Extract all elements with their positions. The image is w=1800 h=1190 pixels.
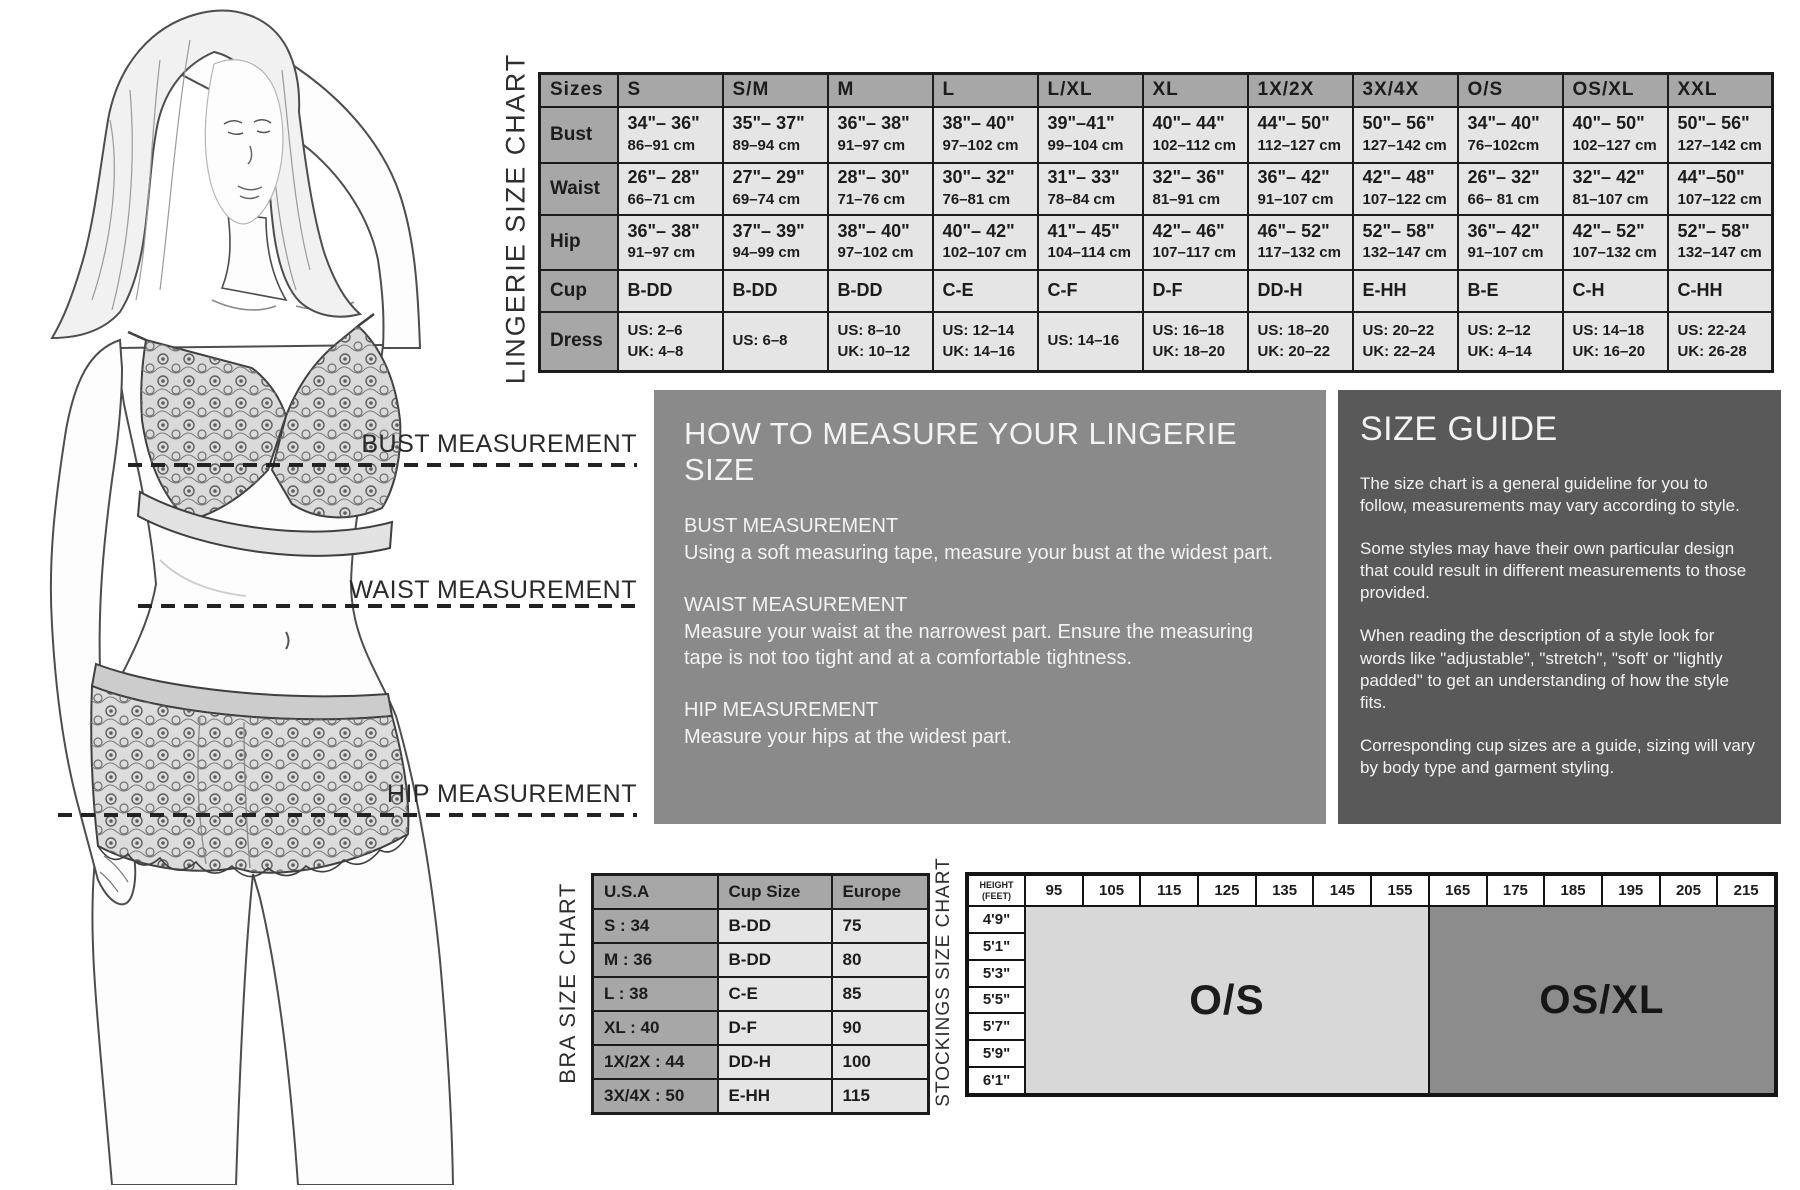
stockings-width-header: 145: [1313, 875, 1371, 906]
sizes-header-row: [540, 74, 1773, 107]
waist-section-heading: WAIST MEASUREMENT: [684, 593, 908, 616]
stockings-height-label: 4'9": [968, 906, 1025, 933]
dress-cell: US: 18–20 UK: 20–22: [1248, 312, 1353, 372]
waist-cell: 36"– 42" 91–107 cm: [1248, 163, 1353, 215]
size-column-header: L/XL: [1038, 74, 1143, 107]
bra-header-europe: Europe: [832, 875, 929, 910]
stockings-width-header: 95: [1025, 875, 1083, 906]
dress-row: [540, 312, 1773, 372]
cup-cell: B-DD: [618, 270, 723, 312]
stockings-os-region: O/S: [1025, 906, 1429, 1094]
hip-cell: 41"– 45" 104–114 cm: [1038, 215, 1143, 270]
bra-usa-cell: XL : 40: [593, 1011, 718, 1045]
dress-cell: US: 8–10 UK: 10–12: [828, 312, 933, 372]
bust-cell: 34"– 40" 76–102cm: [1458, 107, 1563, 163]
dress-cell: US: 6–8: [723, 312, 828, 372]
bra-cup-cell: DD-H: [718, 1045, 832, 1079]
lingerie-chart-title: LINGERIE SIZE CHART: [500, 52, 531, 385]
cup-cell: C-E: [933, 270, 1038, 312]
waist-section-body: Measure your waist at the narrowest part. Ensure the measuring tape is not too tight and at a comfortable tightness.: [684, 620, 1254, 670]
bra-row: [593, 1011, 929, 1045]
bra-cup-cell: B-DD: [718, 943, 832, 977]
stockings-height-label: 5'7": [968, 1013, 1025, 1040]
cup-cell: D-F: [1143, 270, 1248, 312]
waist-cell: 44"–50" 107–122 cm: [1668, 163, 1773, 215]
stockings-height-label: 5'5": [968, 987, 1025, 1014]
hip-cell: 36"– 38" 91–97 cm: [618, 215, 723, 270]
bra-row: [593, 1079, 929, 1114]
row-label-hip: Hip: [540, 215, 618, 270]
row-label-bust: Bust: [540, 107, 618, 163]
bust-cell: 36"– 38" 91–97 cm: [828, 107, 933, 163]
size-guide-paragraph: The size chart is a general guideline for you to follow, measurements may vary according to style.: [1360, 474, 1740, 516]
bust-dashed-line: [128, 463, 637, 467]
cup-cell: B-DD: [828, 270, 933, 312]
cup-cell: B-DD: [723, 270, 828, 312]
stockings-width-header: 115: [1140, 875, 1198, 906]
size-guide-title: SIZE GUIDE: [1360, 410, 1558, 448]
dress-cell: US: 14–18 UK: 16–20: [1563, 312, 1668, 372]
bust-cell: 50"– 56" 127–142 cm: [1353, 107, 1458, 163]
stockings-width-header: 215: [1717, 875, 1775, 906]
size-column-header: S: [618, 74, 723, 107]
bra-header-row: [593, 875, 929, 910]
bra-europe-cell: 80: [832, 943, 929, 977]
hip-cell: 42"– 46" 107–117 cm: [1143, 215, 1248, 270]
size-column-header: O/S: [1458, 74, 1563, 107]
dress-cell: US: 20–22 UK: 22–24: [1353, 312, 1458, 372]
size-guide-paragraph: Corresponding cup sizes are a guide, sizing will vary by body type and garment styling.: [1360, 735, 1755, 777]
waist-cell: 28"– 30" 71–76 cm: [828, 163, 933, 215]
waist-cell: 26"– 28" 66–71 cm: [618, 163, 723, 215]
bra-header-usa: U.S.A: [593, 875, 718, 910]
size-column-header: OS/XL: [1563, 74, 1668, 107]
dress-cell: US: 14–16: [1038, 312, 1143, 372]
bust-cell: 50"– 56" 127–142 cm: [1668, 107, 1773, 163]
bust-cell: 38"– 40" 97–102 cm: [933, 107, 1038, 163]
stockings-height-label: 5'3": [968, 960, 1025, 987]
bra-chart-title: BRA SIZE CHART: [555, 882, 580, 1084]
hip-section-body: Measure your hips at the widest part.: [684, 725, 1012, 748]
waist-cell: 32"– 36" 81–91 cm: [1143, 163, 1248, 215]
cup-cell: C-H: [1563, 270, 1668, 312]
stockings-width-header: 165: [1429, 875, 1487, 906]
size-column-header: S/M: [723, 74, 828, 107]
row-label-waist: Waist: [540, 163, 618, 215]
dress-cell: US: 2–12 UK: 4–14: [1458, 312, 1563, 372]
bra-usa-cell: 1X/2X : 44: [593, 1045, 718, 1079]
hip-cell: 52"– 58" 132–147 cm: [1353, 215, 1458, 270]
waist-cell: 27"– 29" 69–74 cm: [723, 163, 828, 215]
bust-cell: 39"–41" 99–104 cm: [1038, 107, 1143, 163]
size-column-header: M: [828, 74, 933, 107]
bust-cell: 40"– 50" 102–127 cm: [1563, 107, 1668, 163]
stockings-chart-title: STOCKINGS SIZE CHART: [933, 857, 954, 1107]
cup-cell: C-F: [1038, 270, 1143, 312]
how-to-measure-panel: [654, 390, 1326, 824]
bra-europe-cell: 100: [832, 1045, 929, 1079]
stockings-width-header: 205: [1660, 875, 1718, 906]
hip-section-heading: HIP MEASUREMENT: [684, 698, 879, 721]
bra-usa-cell: M : 36: [593, 943, 718, 977]
cup-cell: E-HH: [1353, 270, 1458, 312]
size-guide-paragraph: Some styles may have their own particular design that could result in different measurements to those provided.: [1360, 539, 1747, 603]
bra-europe-cell: 85: [832, 977, 929, 1011]
stockings-width-header: 135: [1256, 875, 1314, 906]
row-label-dress: Dress: [540, 312, 618, 372]
bra-header-cup: Cup Size: [718, 875, 832, 910]
waist-row: [540, 163, 1773, 215]
hip-measurement-label: HIP MEASUREMENT: [386, 780, 637, 808]
dress-cell: US: 2–6 UK: 4–8: [618, 312, 723, 372]
dress-cell: US: 22-24 UK: 26-28: [1668, 312, 1773, 372]
waist-cell: 42"– 48" 107–122 cm: [1353, 163, 1458, 215]
bra-row: [593, 909, 929, 943]
hip-cell: 46"– 52" 117–132 cm: [1248, 215, 1353, 270]
size-column-header: 3X/4X: [1353, 74, 1458, 107]
hip-cell: 40"– 42" 102–107 cm: [933, 215, 1038, 270]
bust-section-body: Using a soft measuring tape, measure your bust at the widest part.: [684, 542, 1274, 564]
bust-cell: 34"– 36" 86–91 cm: [618, 107, 723, 163]
bust-cell: 44"– 50" 112–127 cm: [1248, 107, 1353, 163]
dress-cell: US: 12–14 UK: 14–16: [933, 312, 1038, 372]
stockings-height-label: 5'1": [968, 933, 1025, 960]
waist-cell: 31"– 33" 78–84 cm: [1038, 163, 1143, 215]
size-guide-panel: [1338, 390, 1781, 824]
waist-cell: 32"– 42" 81–107 cm: [1563, 163, 1668, 215]
how-to-measure-title: HOW TO MEASURE YOUR LINGERIE SIZE: [684, 416, 1238, 487]
size-column-header: XL: [1143, 74, 1248, 107]
hip-dashed-line: [58, 813, 637, 817]
bust-row: [540, 107, 1773, 163]
size-column-header: L: [933, 74, 1038, 107]
cup-cell: DD-H: [1248, 270, 1353, 312]
bra-usa-cell: 3X/4X : 50: [593, 1079, 718, 1114]
bra-cup-cell: B-DD: [718, 909, 832, 943]
waist-cell: 30"– 32" 76–81 cm: [933, 163, 1038, 215]
cup-cell: B-E: [1458, 270, 1563, 312]
bra-row: [593, 977, 929, 1011]
size-guide-paragraph: When reading the description of a style look for words like "adjustable", "stretch", "soft' or "lightly padded" to get an understanding of how the style fits.: [1360, 626, 1729, 712]
hip-cell: 36"– 42" 91–107 cm: [1458, 215, 1563, 270]
bra-europe-cell: 75: [832, 909, 929, 943]
waist-measurement-label: WAIST MEASUREMENT: [349, 576, 637, 604]
stockings-size-chart-table: [965, 872, 1778, 1097]
stockings-osxl-region: OS/XL: [1429, 906, 1775, 1094]
bra-size-chart-table: [591, 873, 930, 1115]
stockings-width-header: 125: [1198, 875, 1256, 906]
cup-cell: C-HH: [1668, 270, 1773, 312]
stockings-corner-header: HEIGHT (FEET): [968, 875, 1025, 906]
bra-cup-cell: C-E: [718, 977, 832, 1011]
hip-row: [540, 215, 1773, 270]
bra-cup-cell: D-F: [718, 1011, 832, 1045]
cup-row: [540, 270, 1773, 312]
stockings-height-label: 5'9": [968, 1040, 1025, 1067]
size-column-header: XXL: [1668, 74, 1773, 107]
dress-cell: US: 16–18 UK: 18–20: [1143, 312, 1248, 372]
lingerie-size-chart-table: [538, 72, 1774, 373]
stockings-width-header: 195: [1602, 875, 1660, 906]
stockings-width-header: 155: [1371, 875, 1429, 906]
bra-row: [593, 1045, 929, 1079]
bra-cup-cell: E-HH: [718, 1079, 832, 1114]
size-column-header: 1X/2X: [1248, 74, 1353, 107]
hip-cell: 38"– 40" 97–102 cm: [828, 215, 933, 270]
stockings-width-header: 105: [1083, 875, 1141, 906]
bust-measurement-label: BUST MEASUREMENT: [361, 430, 637, 458]
bra-usa-cell: L : 38: [593, 977, 718, 1011]
hip-cell: 37"– 39" 94–99 cm: [723, 215, 828, 270]
bra-europe-cell: 115: [832, 1079, 929, 1114]
bra-row: [593, 943, 929, 977]
row-label-cup: Cup: [540, 270, 618, 312]
bra-usa-cell: S : 34: [593, 909, 718, 943]
row-label-sizes: Sizes: [540, 74, 618, 107]
waist-cell: 26"– 32" 66– 81 cm: [1458, 163, 1563, 215]
bust-cell: 40"– 44" 102–112 cm: [1143, 107, 1248, 163]
bra-europe-cell: 90: [832, 1011, 929, 1045]
stockings-width-header: 175: [1487, 875, 1545, 906]
hip-cell: 52"– 58" 132–147 cm: [1668, 215, 1773, 270]
stockings-width-header: 185: [1544, 875, 1602, 906]
waist-dashed-line: [138, 604, 637, 608]
stockings-height-label: 6'1": [968, 1067, 1025, 1094]
bust-cell: 35"– 37" 89–94 cm: [723, 107, 828, 163]
hip-cell: 42"– 52" 107–132 cm: [1563, 215, 1668, 270]
bust-section-heading: BUST MEASUREMENT: [684, 515, 899, 537]
